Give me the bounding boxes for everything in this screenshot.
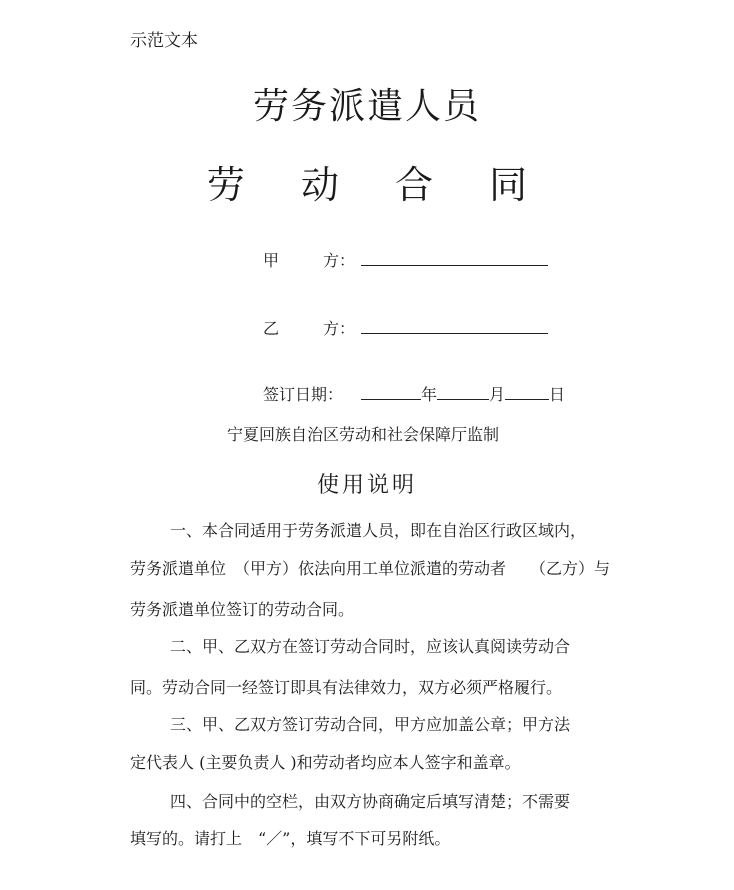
party-b-field-line[interactable] — [361, 333, 548, 334]
party-a-field-line[interactable] — [361, 265, 548, 266]
day-blank[interactable] — [505, 385, 549, 400]
instruction-line-7: 定代表人 (主要负责人 )和劳动者均应本人签字和盖章。 — [130, 753, 521, 772]
party-b-char2: 方： — [323, 319, 356, 338]
instruction-line-9: 填写的。请打上 “／”，填写不下可另附纸。 — [130, 829, 451, 848]
document-title-line1: 劳务派遣人员 — [252, 86, 481, 127]
instruction-line-4: 二、甲、乙双方在签订劳动合同时，应该认真阅读劳动合 — [170, 637, 571, 656]
instruction-line-5: 同。劳动合同一经签订即具有法律效力，双方必须严格履行。 — [130, 678, 563, 697]
party-a-char1: 甲 — [263, 251, 280, 270]
instruction-line-3: 劳务派遣单位签订的劳动合同。 — [130, 600, 355, 619]
instruction-line-6: 三、甲、乙双方签订劳动合同，甲方应加盖公章；甲方法 — [170, 715, 571, 734]
month-label: 月 — [489, 385, 506, 404]
party-a-label — [263, 248, 355, 271]
instruction-line-1: 一、本合同适用于劳务派遣人员，即在自治区行政区域内， — [170, 521, 587, 540]
instruction-line-2: 劳务派遣单位 （甲方）依法向用工单位派遣的劳动者 （乙方）与 — [130, 559, 611, 578]
instructions-title: 使用说明 — [316, 473, 417, 498]
header-label: 示范文本 — [130, 31, 198, 51]
party-b-label — [263, 316, 355, 339]
year-blank[interactable] — [361, 385, 421, 400]
signing-date-row — [263, 382, 565, 405]
month-blank[interactable] — [437, 385, 489, 400]
supervisor-text: 宁夏回族自治区劳动和社会保障厅监制 — [226, 425, 499, 444]
signing-date-label: 签订日期： — [263, 385, 344, 404]
year-label: 年 — [421, 385, 438, 404]
day-label: 日 — [549, 385, 566, 404]
document-title-line2: 劳 动 合 同 — [206, 163, 550, 207]
party-b-char1: 乙 — [263, 319, 280, 338]
party-a-char2: 方： — [323, 251, 356, 270]
instruction-line-8: 四、合同中的空栏，由双方协商确定后填写清楚；不需要 — [170, 792, 571, 811]
